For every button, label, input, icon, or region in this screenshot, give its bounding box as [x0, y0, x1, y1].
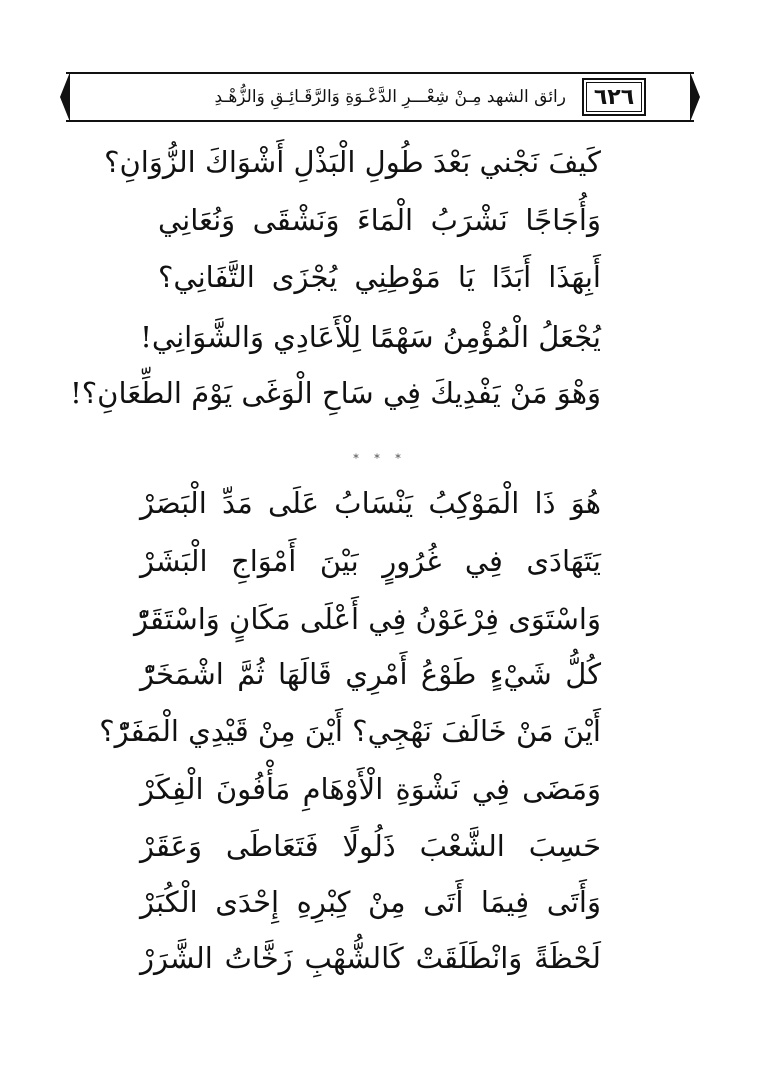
verse-line: هُوَ ذَا الْمَوْكِبُ يَنْسَابُ عَلَى مَدِّ الْبَصَرْ: [140, 486, 601, 520]
verse-line: أَبِهَذَا أَبَدًا يَا مَوْطِنِي يُجْزَى التَّفَانِي؟: [158, 260, 601, 294]
verse-line: أَيْنَ مَنْ خَالَفَ نَهْجِي؟ أَيْنَ مِنْ قَيْدِي الْمَفَرّْ؟: [99, 714, 601, 748]
verse-line: كُلُّ شَيْءٍ طَوْعُ أَمْرِي قَالَهَا ثُمَّ اشْمَخَرّْ: [140, 657, 601, 691]
section-divider: * * *: [353, 452, 407, 465]
running-header: [66, 72, 694, 124]
verse-line: يُجْعَلُ الْمُؤْمِنُ سَهْمًا لِلْأَعَادِي وَالشَّوَانِي!: [140, 320, 601, 354]
header-right-cap: [690, 72, 700, 122]
header-bottom-rule: [66, 120, 694, 122]
verse-line: كَيفَ نَجْني بَعْدَ طُولِ الْبَذْلِ أَشْوَاكَ الزُّوَانِ؟: [104, 145, 601, 179]
page-number: ٦٢٦: [582, 78, 646, 116]
header-left-cap: [60, 72, 70, 122]
header-top-rule: [66, 72, 694, 74]
running-title: رائق الشهد مِـنْ شِعْـــرِ الدَّعْـوَةِ وَالرَّقَـائِـقِ وَالزُّهْـدِ: [214, 87, 566, 107]
verse-line: وَمَضَى فِي نَشْوَةِ الْأَوْهَامِ مَأْفُونَ الْفِكَرْ: [140, 772, 601, 806]
verse-line: وَأَتَى فِيمَا أَتَى مِنْ كِبْرِهِ إِحْدَى الْكُبَرْ: [140, 885, 601, 919]
verse-line: يَتَهَادَى فِي غُرُورٍ بَيْنَ أَمْوَاجِ الْبَشَرْ: [140, 544, 601, 578]
verse-line: وَهْوَ مَنْ يَفْدِيكَ فِي سَاحِ الْوَغَى يَوْمَ الطِّعَانِ؟!: [70, 376, 601, 410]
verse-line: لَحْظَةً وَانْطَلَقَتْ كَالشُّهْبِ زَخَّاتُ الشَّرَرْ: [140, 941, 601, 975]
verse-line: وَأُجَاجًا نَشْرَبُ الْمَاءَ وَنَشْقَى وَنُعَانِي: [158, 203, 601, 237]
verse-line: وَاسْتَوَى فِرْعَوْنُ فِي أَعْلَى مَكَانٍ وَاسْتَقَرّْ: [134, 602, 601, 636]
verse-line: حَسِبَ الشَّعْبَ ذَلُولًا فَتَعَاطَى وَعَقَرْ: [140, 829, 601, 863]
